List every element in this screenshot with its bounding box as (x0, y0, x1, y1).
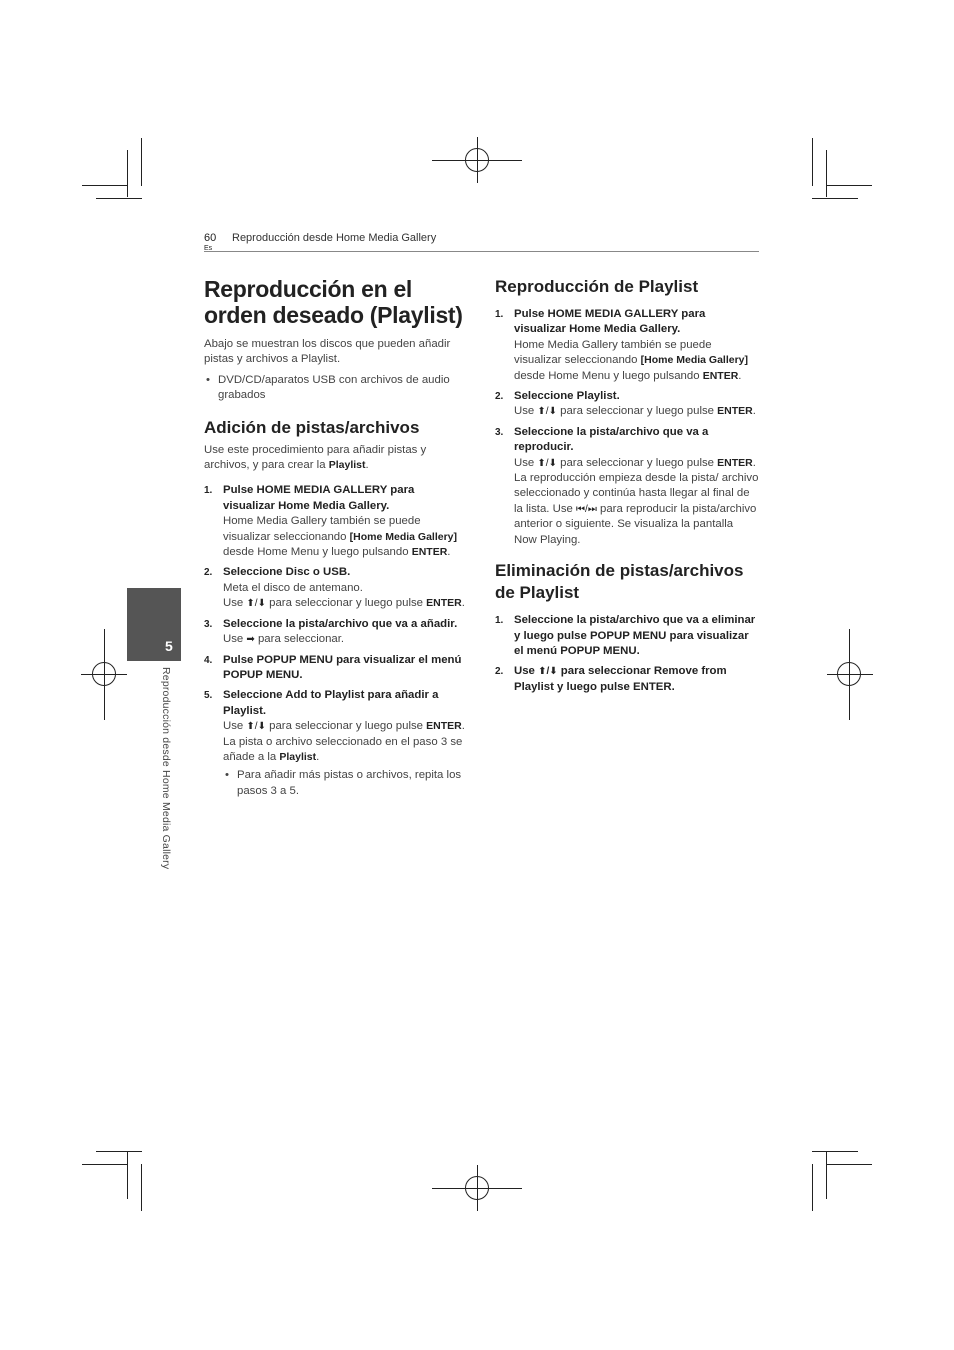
crop-mark (826, 1164, 872, 1165)
page-title: Reproducción en el orden deseado (Playlist) (204, 276, 463, 328)
crop-mark (96, 1151, 142, 1152)
crop-mark (812, 198, 858, 199)
up-down-arrow-icon: ⬆/⬇ (246, 721, 266, 733)
play-step-3: 3. Seleccione la pista/archivo que va a reproducir. Use ⬆/⬇ para seleccionar y luego pulse ENTER. La reproducción empieza desde la pista/ archivo seleccionado y continúa hasta llegar al final de la lista. Use ⏮/⏭ para reproducir la pista/archivo anterior o siguiente. Se visualiza la pantalla Now Playing. (495, 425, 759, 546)
crop-mark (826, 1152, 827, 1199)
crop-mark (82, 1164, 128, 1165)
right-column (495, 276, 759, 695)
crop-mark (127, 150, 128, 197)
section-heading-play: Reproducción de Playlist (495, 277, 699, 296)
side-tab-label: Reproducción desde Home Media Gallery (160, 667, 172, 870)
crop-mark (826, 150, 827, 197)
bullet-item: • DVD/CD/aparatos USB con archivos de audio grabados (204, 373, 466, 404)
left-column (204, 276, 466, 799)
crop-mark (812, 1151, 858, 1152)
right-arrow-icon: ➡ (246, 634, 255, 646)
crop-mark (82, 185, 128, 186)
add-step-4: 4. Pulse POPUP MENU para visualizar el menú POPUP MENU. (204, 653, 462, 681)
add-intro: Use este procedimiento para añadir pistas y archivos, y para crear la Playlist. (204, 443, 427, 472)
add-step-3: 3. Seleccione la pista/archivo que va a añadir. Use ➡ para seleccionar. (204, 617, 458, 646)
crop-mark (826, 185, 872, 186)
up-down-arrow-icon: ⬆/⬇ (537, 406, 557, 418)
section-heading-delete: Eliminación de pistas/archivos de Playlist (495, 561, 744, 603)
page-header (204, 232, 759, 252)
crop-mark (127, 1152, 128, 1199)
crop-mark (96, 198, 142, 199)
play-step-2: 2. Seleccione Playlist. Use ⬆/⬇ para seleccionar y luego pulse ENTER. (495, 390, 756, 418)
add-step-5: 5. Seleccione Add to Playlist para añadir a Playlist. Use ⬆/⬇ para seleccionar y luego pulse ENTER. La pista o archivo seleccionado en el paso 3 se añade a la Playlist. • Para añadir más pistas o archivos, repita los pasos 3 a 5. (204, 688, 466, 799)
page-number: 60 (204, 232, 217, 244)
delete-step-1: 1. Seleccione la pista/archivo que va a eliminar y luego pulse POPUP MENU para visualizar el menú POPUP MENU. (495, 614, 756, 657)
add-step-2: 2. Seleccione Disc o USB. Meta el disco de antemano. Use ⬆/⬇ para seleccionar y luego pulse ENTER. (204, 566, 465, 610)
crop-mark (141, 1164, 142, 1211)
page-language: Es (204, 245, 213, 252)
skip-prev-next-icon: ⏮/⏭ (576, 503, 597, 515)
crop-mark (812, 138, 813, 186)
delete-step-2: 2. Use ⬆/⬇ para seleccionar Remove from Playlist y luego pulse ENTER. (495, 665, 727, 693)
up-down-arrow-icon: ⬆/⬇ (246, 598, 266, 610)
intro-text: Abajo se muestran los discos que pueden añadir pistas y archivos a Playlist. (204, 338, 451, 366)
play-step-1: 1. Pulse HOME MEDIA GALLERY para visualizar Home Media Gallery. Home Media Gallery también se puede visualizar seleccionando [Home Media Gallery] desde Home Menu y luego pulsando ENTER. (495, 308, 749, 382)
up-down-arrow-icon: ⬆/⬇ (537, 457, 557, 469)
crop-mark (812, 1164, 813, 1211)
running-title: Reproducción desde Home Media Gallery (232, 232, 437, 244)
chapter-number: 5 (165, 638, 173, 654)
add-step-1: 1. Pulse HOME MEDIA GALLERY para visualizar Home Media Gallery. Home Media Gallery también se puede visualizar seleccionando [Home Media Gallery] desde Home Menu y luego pulsando ENTER. (204, 484, 458, 559)
up-down-arrow-icon: ⬆/⬇ (538, 666, 558, 678)
crop-mark (141, 138, 142, 186)
add-step-5-bullet: • Para añadir más pistas o archivos, repita los pasos 3 a 5. (223, 768, 466, 799)
section-heading-add: Adición de pistas/archivos (204, 417, 420, 437)
